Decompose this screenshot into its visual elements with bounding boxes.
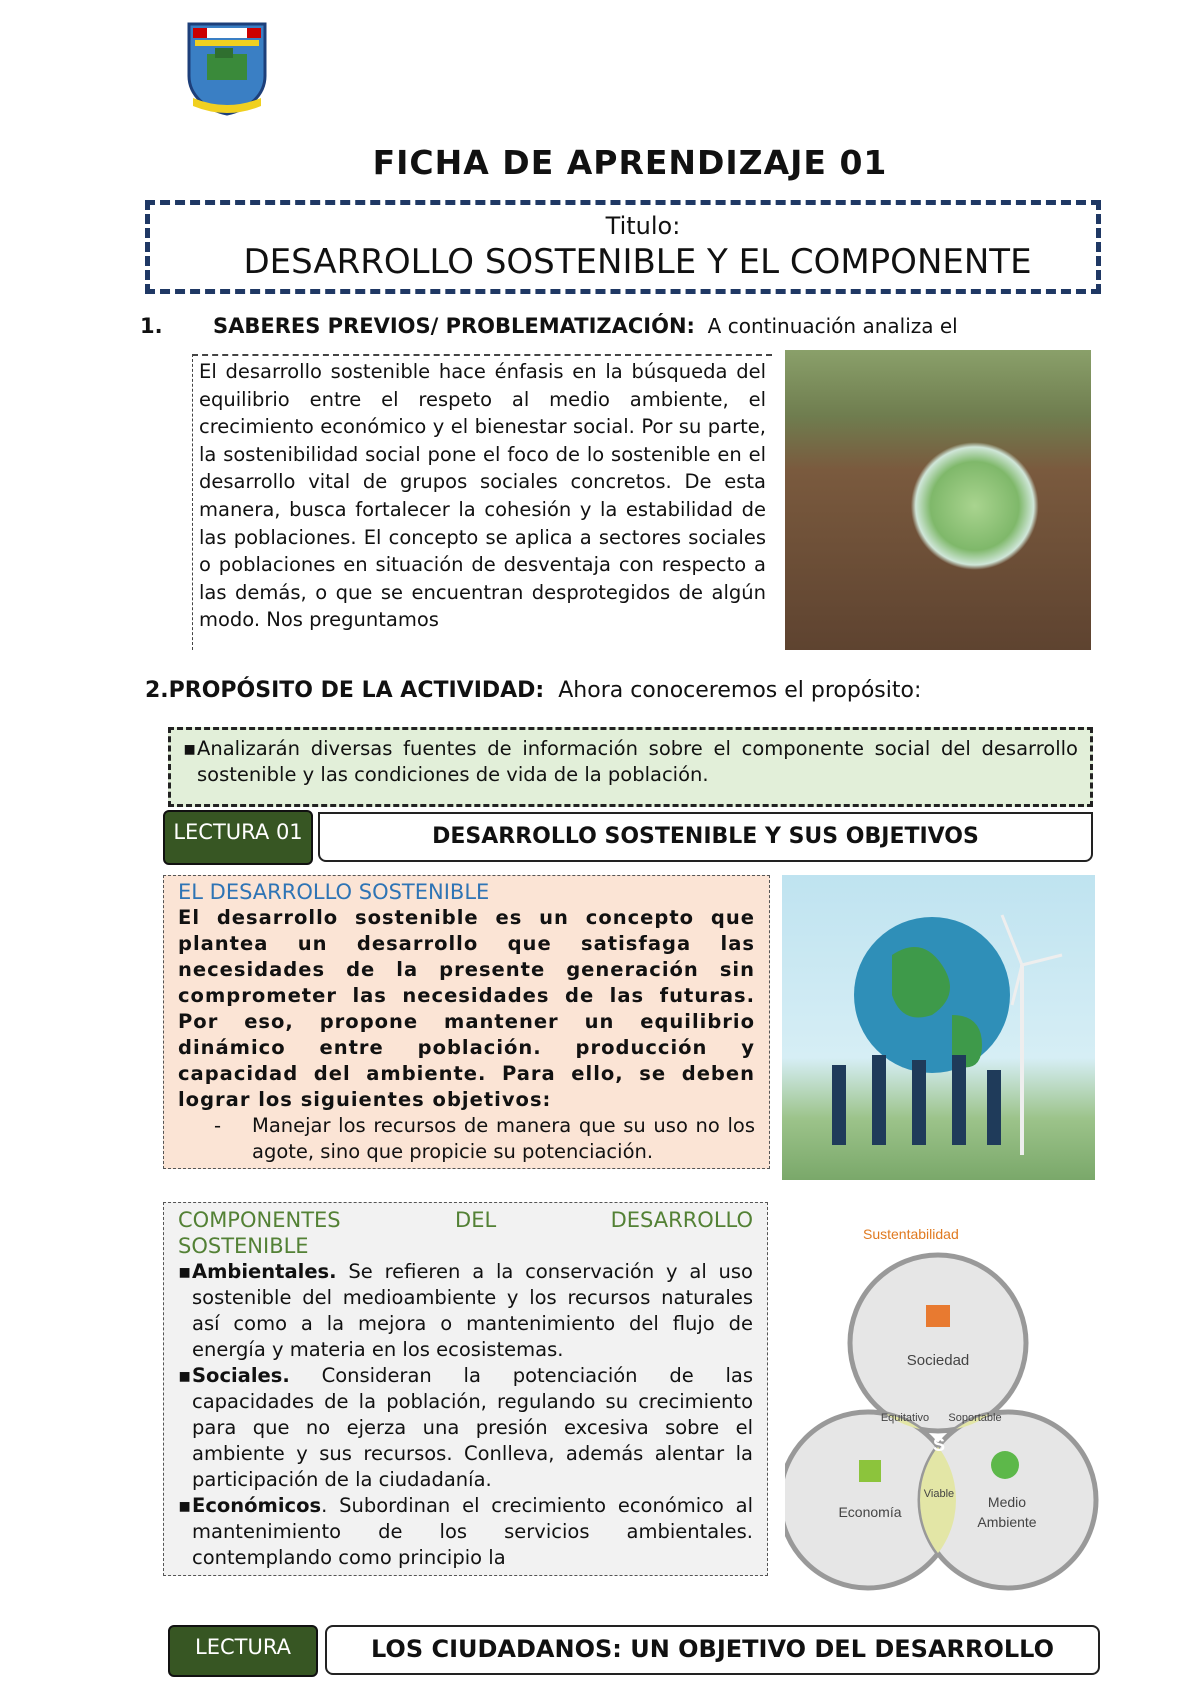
purpose-box	[168, 727, 1093, 807]
component-term: Ambientales.	[192, 1260, 337, 1283]
label-equitativo: Equitativo	[880, 1412, 930, 1424]
heading-word: DEL	[455, 1208, 497, 1232]
section1-heading-line	[213, 314, 958, 338]
dash-marker: -	[214, 1114, 222, 1137]
component-term: Económicos	[192, 1494, 322, 1517]
people-holding-earth-image	[782, 875, 1095, 1180]
component-term: Sociales.	[192, 1364, 290, 1387]
heading-word: COMPONENTES	[178, 1208, 341, 1232]
label-center: S	[932, 1435, 946, 1455]
objective-item	[178, 1113, 755, 1165]
sustainable-development-box	[163, 875, 770, 1169]
label-economia: Economía	[838, 1504, 902, 1520]
label-soportable: Soportable	[948, 1412, 1002, 1424]
components-heading-line2: SOSTENIBLE	[178, 1234, 309, 1258]
component-text: Se refieren a la conservación y al uso sostenible del medioambiente y los recursos naturales así como a la mejora o mantenimiento del flujo de energía y materia en los ecosistemas.	[192, 1260, 753, 1361]
reading1-title: DESARROLLO SOSTENIBLE Y SUS OBJETIVOS	[318, 812, 1093, 862]
label-viable: Viable	[923, 1488, 955, 1500]
objective-text: Manejar los recursos de manera que su uso no los agote, sino que propicie su potenciación.	[252, 1114, 755, 1163]
label-medio: Medio	[987, 1494, 1027, 1510]
component-text: . Subordinan el crecimiento económico al mantenimiento de los servicios ambientales. contemplando como principio la	[192, 1494, 753, 1569]
components-heading	[178, 1207, 753, 1233]
label-ambiente: Ambiente	[977, 1514, 1037, 1530]
component-text: Consideran la potenciación de las capacidades de la población, regulando su crecimiento para que no ejerza una presión excesiva sobre el ambiente y sus recursos. Conlleva, además alentar la participación de la ciudadanía.	[192, 1364, 754, 1491]
section2-heading: 2.PROPÓSITO DE LA ACTIVIDAD:	[145, 678, 545, 703]
reading2-tab: LECTURA	[168, 1625, 318, 1677]
component-item	[178, 1363, 753, 1493]
tree-icon	[991, 1451, 1019, 1479]
components-box	[163, 1202, 768, 1576]
title-label: Titulo:	[605, 212, 681, 240]
heading-word: DESARROLLO	[610, 1208, 753, 1232]
component-item	[178, 1493, 753, 1571]
reading2-title: LOS CIUDADANOS: UN OBJETIVO DEL DESARROLLO	[325, 1625, 1100, 1675]
box-text: El desarrollo sostenible es un concepto que plantea un desarrollo que satisfaga las necesidades de la presente generación sin comprometer las necesidades de las futuras. Por eso, propone mantener un equilibrio dinámico entre población. producción y capacidad del ambiente. Para ello, se deben lograr los siguientes objetivos:	[178, 906, 755, 1111]
cart-icon	[859, 1460, 881, 1482]
venn-title: Sustentabilidad	[863, 1226, 959, 1242]
section1-heading: SABERES PREVIOS/ PROBLEMATIZACIÓN:	[213, 314, 695, 338]
section1-textbox: El desarrollo sostenible hace énfasis en la búsqueda del equilibrio entre el respeto al medio ambiente, el crecimiento económico y el bienestar social. Por su parte, la sostenibilidad social pone el foco de lo sostenible en el desarrollo vital de grupos sociales concretos. De esta manera, busca fortalecer la cohesión y la estabilidad de las poblaciones. El concepto se aplica a sectores sociales o poblaciones en situación de desventaja con respecto a las demás, o que se encuentran desprotegidos de algún modo. Nos preguntamos	[192, 354, 772, 650]
title-main: DESARROLLO SOSTENIBLE Y EL COMPONENTE	[243, 242, 1032, 282]
sustainability-venn-diagram	[785, 1215, 1100, 1610]
box-heading: EL DESARROLLO SOSTENIBLE	[178, 880, 490, 904]
purpose-text: Analizarán diversas fuentes de información sobre el componente social del desarrollo sostenible y las condiciones de vida de la población.	[197, 737, 1078, 786]
section1-number: 1.	[140, 314, 163, 338]
component-item	[178, 1259, 753, 1363]
bullet-icon: ▪	[178, 1494, 192, 1517]
house-icon	[926, 1305, 950, 1327]
label-sociedad: Sociedad	[906, 1352, 970, 1369]
bullet-icon: ▪	[178, 1364, 192, 1387]
bullet-icon: ▪	[178, 1260, 192, 1283]
section1-intro: A continuación analiza el	[707, 314, 958, 338]
reading1-tab: LECTURA 01	[163, 810, 313, 865]
bullet-icon: ▪	[183, 737, 197, 760]
farmers-globe-image	[785, 350, 1091, 650]
section2-intro: Ahora conoceremos el propósito:	[558, 678, 922, 703]
section2-heading-line	[145, 678, 921, 703]
school-crest-logo	[185, 20, 269, 116]
document-title: FICHA DE APRENDIZAJE 01	[372, 143, 888, 182]
purpose-item	[183, 736, 1078, 788]
